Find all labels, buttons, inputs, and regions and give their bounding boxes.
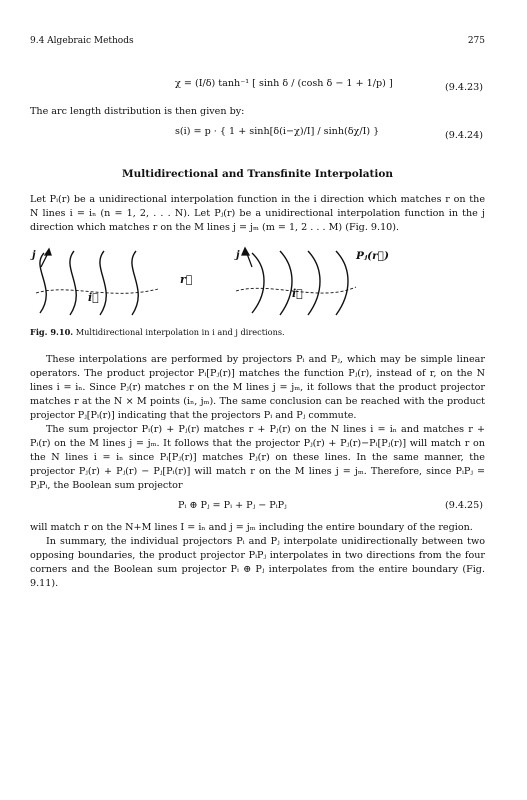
figure-9-10 [30, 243, 485, 321]
paragraph-1: Let Pᵢ(r) be a unidirectional interpolation function in the i direction which matches r on the N lines i = iₙ (n = 1, 2, . . . N). Let Pⱼ(r) be a unidirectional interpolation function in the j direction which matches r on the M lines j = jₘ (m = 1, 2 . . . M) (Fig. 9.10). [30, 194, 485, 233]
page-content [30, 34, 485, 591]
left-curve-2 [70, 251, 76, 315]
right-curve-3 [308, 251, 320, 315]
left-curve-3 [100, 251, 106, 315]
right-i-label: i⃗ [292, 287, 303, 300]
paragraph-5: In summary, the individual projectors Pᵢ and Pⱼ interpolate unidirectionally between two opposing boundaries, the product projector PᵢPⱼ interpolates in two directions from the four corners and the Boolean sum projector Pᵢ ⊕ Pⱼ interpolates from the entire boundary (Fig. 9.11). [30, 536, 485, 589]
caption-label: Fig. 9.10. [30, 327, 74, 337]
figure-caption [30, 325, 485, 339]
section-title: Multidirectional and Transfinite Interpolation [122, 168, 393, 180]
paragraph-4: will match r on the N+M lines I = iₙ and j = jₘ including the entire boundary of the region. [30, 522, 473, 533]
running-header [30, 34, 485, 48]
left-i-label: i⃗ [88, 291, 99, 304]
right-curve-2 [280, 251, 292, 315]
right-axis-label: j [236, 250, 240, 261]
left-vector-label: r⃗ [180, 273, 193, 286]
left-curve-4 [132, 251, 138, 315]
caption-text: Multidirectional interpolation in i and j directions. [75, 327, 285, 337]
paragraph-3: The sum projector Pᵢ(r) + Pⱼ(r) matches r + Pⱼ(r) on the N lines i = iₙ and matches r + Pᵢ(r) on the M lines j = jₘ. It follows that the projector Pⱼ(r) + Pⱼ(r)−Pᵢ[Pⱼ(r)] will match r on the N lines i = iₙ since Pᵢ[Pⱼ(r)] matches Pⱼ(r) on these lines. In the same manner, the projector Pⱼ(r) + Pⱼ(r) − Pⱼ[Pᵢ(r)] will match r on the M lines j = jₘ. Therefore, since PᵢPⱼ = PⱼPᵢ, the Boolean sum projector [30, 424, 485, 491]
running-header-section: 9.4 Algebraic Methods [30, 36, 134, 46]
equation-9-4-25 [30, 497, 485, 517]
equation-number: (9.4.24) [444, 130, 483, 141]
right-projector-label: Pⱼ(r⃗) [356, 250, 389, 262]
figure-drawing [30, 243, 485, 321]
right-j-arrowhead [242, 248, 249, 255]
right-curve-4 [336, 251, 348, 315]
equation-9-4-24 [30, 119, 485, 153]
equation-number: (9.4.23) [444, 82, 483, 93]
left-j-arrowhead [45, 249, 51, 255]
equation-number: (9.4.25) [444, 500, 483, 511]
text-arc-length: The arc length distribution is then given by: [30, 106, 245, 117]
left-axis-label: j [32, 250, 36, 261]
equation-formula: χ = (I/δ) tanh⁻¹ [ sinh δ / (cosh δ − 1 + 1/p) ] [175, 78, 393, 89]
page-number: 275 [467, 36, 485, 46]
equation-formula: Pᵢ ⊕ Pⱼ = Pᵢ + Pⱼ − PᵢPⱼ [178, 500, 287, 511]
equation-formula: s(i) = p · { 1 + sinh[δ(i−χ)/I] / sinh(δχ/I) } [175, 126, 380, 137]
paragraph-2: These interpolations are performed by projectors Pᵢ and Pⱼ, which may be simple linear operators. The product projector Pᵢ[Pⱼ(r)] matches the function Pⱼ(r), instead of r, on the N lines i = iₙ. Since Pⱼ(r) matches r on the M lines j = jₘ, it follows that the product projector matches r at the N × M points (iₙ, jₘ). The same conclusion can be reached with the product projector Pⱼ[Pᵢ(r)] indicating that the projectors Pᵢ and Pⱼ commute. [30, 354, 485, 421]
equation-9-4-23 [30, 71, 485, 105]
right-curve-1 [252, 253, 264, 313]
